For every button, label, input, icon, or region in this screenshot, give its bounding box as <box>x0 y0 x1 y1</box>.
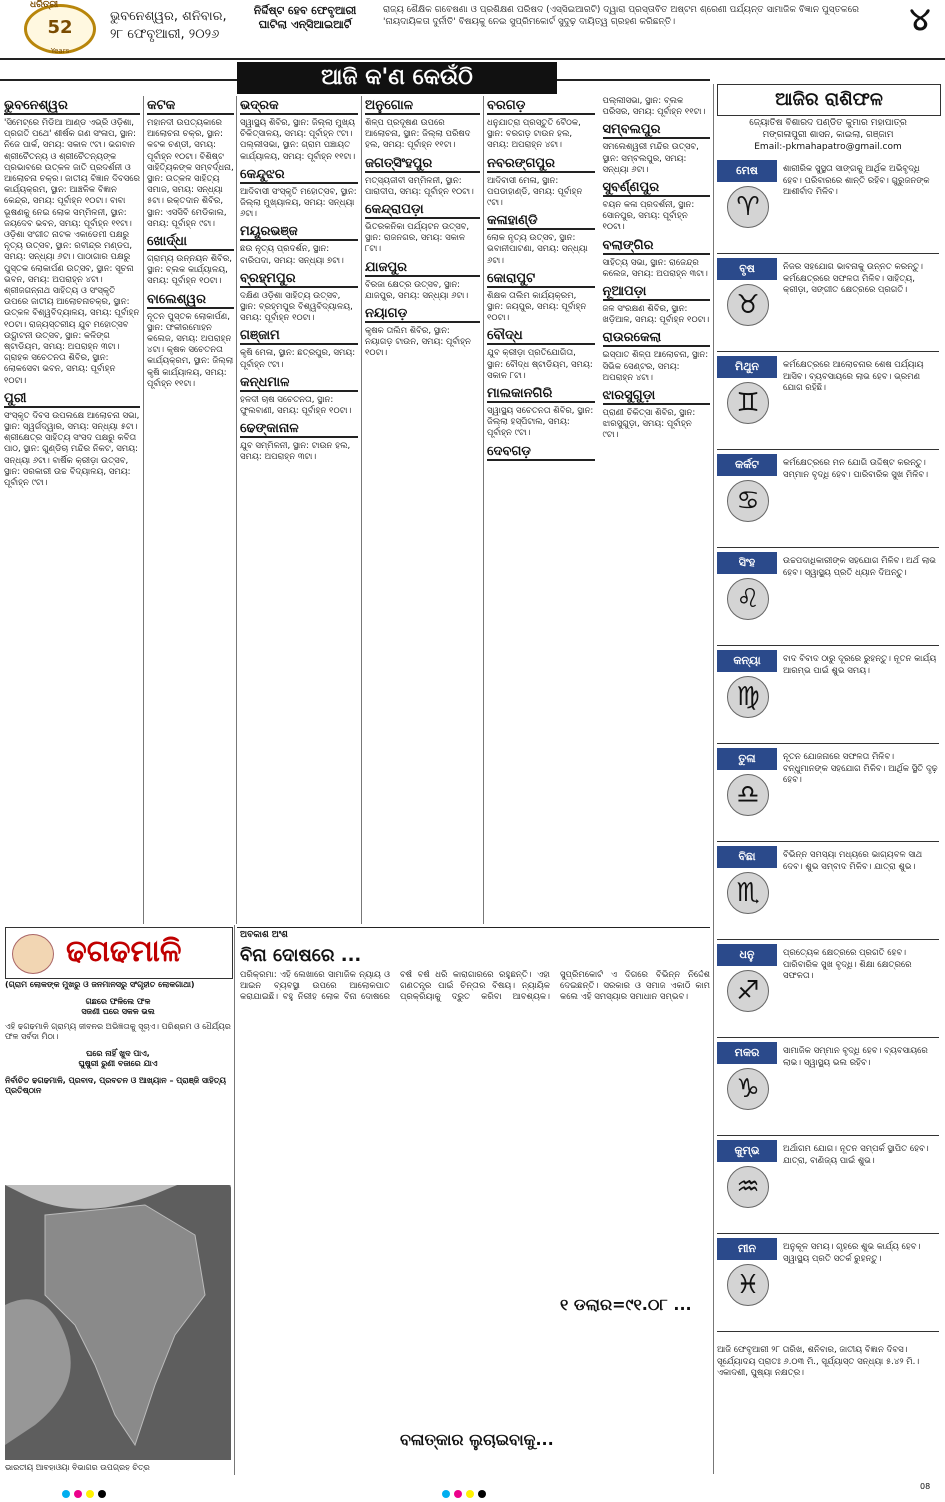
color-registration-marks <box>60 1483 108 1502</box>
zodiac-symbol-icon: ♋ <box>727 480 769 522</box>
section-heading: ଭୁବନେଶ୍ୱର <box>4 98 140 115</box>
zodiac-entry <box>717 160 939 254</box>
dhagadhamali-title: ଢଗଢମାଳି <box>66 934 182 969</box>
section-heading: ଖୋର୍ଦ୍ଧା <box>147 234 234 251</box>
event-listing: ନୂତନ ପୁସ୍ତକ ଲୋକାର୍ପଣ, ସ୍ଥାନ: ଫକୀରମୋହନ କଲେଜ, ସମୟ: ଅପରାହ୍ନ ୪ଟା। କୃଷକ ସଚେତନତା କାର୍ଯ୍ୟକ୍ରମ, ସ୍ଥାନ: ଜିଲ୍ଲା କୃଷି କାର୍ଯ୍ୟାଳୟ, ସମୟ: ପୂର୍ବାହ୍ନ ୧୧ଟା। <box>147 311 234 389</box>
event-listing: ଶିକ୍ଷକ ତାଲିମ କାର୍ଯ୍ୟକ୍ରମ, ସ୍ଥାନ: ଜୟପୁର, ସମୟ: ପୂର୍ବାହ୍ନ ୧୦ଟା। <box>487 290 587 324</box>
zodiac-entry <box>717 258 939 352</box>
event-listing: ଭିତରକନିକା ପର୍ଯ୍ୟଟନ ଉତ୍ସବ, ସ୍ଥାନ: ରାଜନଗର, ସମୟ: ସକାଳ ୮ଟା। <box>365 222 470 255</box>
column-4 <box>365 96 480 924</box>
section-banner: ଆଜି କ'ଣ କେଉଁଠି <box>237 62 557 94</box>
article-title: ବିନା ଦୋଷରେ ... <box>240 945 362 966</box>
section-heading: କୋରାପୁଟ <box>487 271 595 288</box>
zodiac-entry <box>717 1042 939 1136</box>
zodiac-symbol-icon: ♊ <box>727 382 769 424</box>
event-listing: ବିରଜା କ୍ଷେତ୍ର ଉତ୍ସବ, ସ୍ଥାନ: ଯାଜପୁର, ସମୟ: ସନ୍ଧ୍ୟା ୬ଟା। <box>365 279 469 301</box>
zodiac-prediction: ବାଦ ବିବାଦ ଠାରୁ ଦୂରରେ ରୁହନ୍ତୁ। ନୂତନ କାର୍ଯ୍ୟ ଆରମ୍ଭ ପାଇଁ ଶୁଭ ସମୟ। <box>783 654 937 676</box>
article-kicker: ଅବକାଶ ଅଂଶ <box>240 930 288 940</box>
zodiac-prediction: ସାମାଜିକ ସମ୍ମାନ ବୃଦ୍ଧି ହେବ। ବ୍ୟବସାୟରେ ଲାଭ। ସ୍ୱାସ୍ଥ୍ୟ ଭଲ ରହିବ। <box>783 1046 928 1068</box>
color-registration-marks <box>440 1483 488 1502</box>
section-heading: ବୌଦ୍ଧ <box>487 328 595 345</box>
section-heading: ଢେଙ୍କାନାଳ <box>240 421 358 438</box>
section-heading: ସୁବର୍ଣ୍ଣପୁର <box>603 180 711 197</box>
zodiac-entry <box>717 748 939 842</box>
zodiac-prediction: ଅନୁକୂଳ ସମୟ। ଗୃହରେ ଶୁଭ କାର୍ଯ୍ୟ ହେବ। ସ୍ୱାସ୍ଥ୍ୟ ପ୍ରତି ସତର୍କ ରୁହନ୍ତୁ। <box>783 1242 921 1264</box>
zodiac-prediction: ପ୍ରତ୍ୟେକ କ୍ଷେତ୍ରରେ ପ୍ରଗତି ହେବ। ପାରିବାରିକ ସୁଖ ବୃଦ୍ଧି। ଶିକ୍ଷା କ୍ଷେତ୍ରରେ ସଫଳତା। <box>783 948 912 981</box>
article-body <box>240 970 710 1290</box>
zodiac-name: ମେଷ <box>717 160 777 182</box>
zodiac-symbol-icon: ♏ <box>727 872 769 914</box>
column-3 <box>240 96 358 924</box>
dhagadhamali-header <box>5 927 233 979</box>
dhagadhamali-credit: ନିର୍ବାଚିତ ଢଗଢମାଳି, ପ୍ରବାଦ, ପ୍ରବଚନ ଓ ଆଖ୍ୟାନ – ପ୍ରାଞ୍ଜି ସାହିତ୍ୟ ପ୍ରତିଷ୍ଠାନ <box>5 1075 226 1095</box>
zodiac-divider <box>717 449 939 450</box>
verse-line: ଗଛରେ ଫଳିଲେ ଫଳ <box>85 996 151 1006</box>
zodiac-prediction: କର୍ମକ୍ଷେତ୍ରରେ ମନ ଯୋଗି ଉଦ୍ଦିଷ୍ଟ କରନ୍ତୁ। ସମ୍ମାନ ବୃଦ୍ଧି ହେବ। ପାରିବାରିକ ସୁଖ ମିଳିବ। <box>783 458 929 480</box>
event-listing: ସଂସ୍କୃତ ଦିବସ ଉପଲକ୍ଷେ ଆଲୋଚନା ସଭା, ସ୍ଥାନ: ସ୍ୱର୍ଗଦ୍ୱାର, ସମୟ: ସନ୍ଧ୍ୟା ୫ଟା। ଶ୍ରୀକ୍ଷେତ୍ର ସାହିତ୍ୟ ସଂସଦ ପକ୍ଷରୁ କବିତା ପାଠ, ସ୍ଥାନ: ଗୁଣ୍ଡିଚା ମନ୍ଦିର ନିକଟ, ସମୟ: ସନ୍ଧ୍ୟା ୬ଟା। ବାର୍ଷିକ କ୍ରୀଡ଼ା ଉତ୍ସବ, ସ୍ଥାନ: ସରକାରୀ ଉଚ୍ଚ ବିଦ୍ୟାଳୟ, ସମୟ: ପୂର୍ବାହ୍ନ ୯ଟା। <box>4 410 140 489</box>
article-subheading: ବଳାତ୍କାର ଲୁଚାଇବାକୁ... <box>400 1430 554 1449</box>
zodiac-symbol-icon: ♎ <box>727 774 769 816</box>
section-heading: କନ୍ଧମାଳ <box>240 375 358 392</box>
zodiac-entry <box>717 944 939 1038</box>
zodiac-name: କନ୍ୟା <box>717 650 777 672</box>
section-heading: ରାଉରକେଲା <box>603 330 711 347</box>
astrologer-address: ମଙ୍ଗଳାପୁରୀ ଶାସନ, କାଇଲା, ଗଞ୍ଜାମ <box>762 130 894 140</box>
zodiac-divider <box>717 939 939 940</box>
event-listing: ଆଦିବାସୀ ମେଳା, ସ୍ଥାନ: ପପଡାହାଣ୍ଡି, ସମୟ: ପୂର୍ବାହ୍ନ ୯ଟା। <box>487 175 583 209</box>
event-listing: ଇସ୍ପାତ ଶିଳ୍ପ ଆଲୋଚନା, ସ୍ଥାନ: ସିଭିକ ସେଣ୍ଟର, ସମୟ: ଅପରାହ୍ନ ୪ଟା। <box>602 350 709 383</box>
event-listing: ଦକ୍ଷିଣ ଓଡ଼ିଶା ସାହିତ୍ୟ ଉତ୍ସବ, ସ୍ଥାନ: ବ୍ରହ୍ମପୁର ବିଶ୍ୱବିଦ୍ୟାଳୟ, ସମୟ: ପୂର୍ବାହ୍ନ ୧୦ଟା। <box>240 290 353 324</box>
section-heading: ବରଗଡ଼ <box>487 98 595 115</box>
event-listing: ହଳଦୀ ଚାଷ ସଚେତନତା, ସ୍ଥାନ: ଫୁଲବାଣୀ, ସମୟ: ପୂର୍ବାହ୍ନ ୧୦ଟା। <box>240 394 352 417</box>
logo-number: 52 <box>47 17 73 38</box>
zodiac-prediction: ଅର୍ଥାଗମ ଯୋଗ। ନୂତନ ସମ୍ପର୍କ ସ୍ଥାପିତ ହେବ। ଯାତ୍ରା, ବାଣିଜ୍ୟ ପାଇଁ ଶୁଭ। <box>783 1144 929 1166</box>
satellite-caption: ଭାରତୀୟ ଆବହାଓୟା ବିଭାଗର ଉପଗ୍ରହ ଚିତ୍ର <box>5 1463 150 1472</box>
event-listing: ଶିଳ୍ପ ପ୍ରଦୂଷଣ ଉପରେ ଆଲୋଚନା, ସ୍ଥାନ: ଜିଲ୍ଲା ପରିଷଦ ହଲ, ସମୟ: ପୂର୍ବାହ୍ନ ୧୧ଟା। <box>365 118 471 151</box>
header-news: ରାଜ୍ୟ ଶୈକ୍ଷିକ ଗବେଷଣା ଓ ପ୍ରଶିକ୍ଷଣ ପରିଷଦ (ଏସ୍ସିଇଆରଟି) ଦ୍ୱାରା ପ୍ରସ୍ତାବିତ ଅଷ୍ଟମ ଶ୍ରେଣୀ ପର୍ଯ୍ୟନ୍ତ ସାମାଜିକ ବିଜ୍ଞାନ ପୁସ୍ତକରେ 'ନାୟଦାୟିକତା ଦୁର୍ନୀତି' ବିଷୟକୁ ନେଇ ସୁପ୍ରିମକୋର୍ଟ ସୁଦୁଢ଼ ଦାୟିତ୍ୱ ଗ୍ରହଣ କରିଛନ୍ତି। <box>383 5 859 27</box>
dateline-place: ଭୁବନେଶ୍ୱର, ଶନିବାର, <box>110 9 227 24</box>
event-listing: ପଲ୍ଲୀସଭା, ସ୍ଥାନ: ବ୍ଲକ ପରିସର, ସମୟ: ପୂର୍ବାହ୍ନ ୧୧ଟା। <box>602 96 706 118</box>
column-2 <box>147 96 234 924</box>
zodiac-symbol-icon: ♓ <box>727 1264 769 1306</box>
zodiac-divider <box>717 743 939 744</box>
section-heading: ବଲାଙ୍ଗିର <box>603 238 711 255</box>
zodiac-divider <box>717 1331 939 1332</box>
dateline <box>110 8 227 44</box>
event-listing: ମହାନଦୀ ଉପତ୍ୟକାରେ ଆଲୋଚନା ଚକ୍ର, ସ୍ଥାନ: କଟକ ଚଣ୍ଡୀ, ସମୟ: ପୂର୍ବାହ୍ନ ୧୦ଟା। ବିଶିଷ୍ଟ ସାହିତ୍ୟିକଙ୍କ ସମ୍ବର୍ଦ୍ଧନା, ସ୍ଥାନ: ଉତ୍କଳ ସାହିତ୍ୟ ସମାଜ, ସମୟ: ସନ୍ଧ୍ୟା ୫ଟା। ରକ୍ତଦାନ ଶିବିର, ସ୍ଥାନ: ଏସସିବି ମେଡିକାଲ, ସମୟ: ପୂର୍ବାହ୍ନ ୯ଟା। <box>147 118 234 229</box>
section-heading: ମୟୂରଭଞ୍ଜ <box>240 224 358 241</box>
zodiac-symbol-icon: ♐ <box>727 970 769 1012</box>
zodiac-divider <box>717 1233 939 1234</box>
zodiac-prediction: ଶାରୀରିକ ସୁସ୍ଥତା ସାଙ୍ଗକୁ ଆର୍ଥିକ ଅଭିବୃଦ୍ଧି ହେବ। ପରିବାରରେ ଶାନ୍ତି ରହିବ। ଗୁରୁଜନଙ୍କ ଆଶୀର୍ବାଦ ମିଳିବ। <box>783 164 930 197</box>
header-teaser: ନିର୍ଦ୍ଦିଷ୍ଟ ହେବ ଫେବୃଆରୀ ଘାଟିଲା ଏନ୍ସିଆଇଆର୍ଟି <box>253 4 357 31</box>
section-heading: ଦେବଗଡ଼ <box>487 444 595 461</box>
zodiac-name: ମୀନ <box>717 1238 777 1260</box>
zodiac-entry <box>717 454 939 548</box>
section-heading: ନୂଆପଡ଼ା <box>603 284 711 301</box>
zodiac-symbol-icon: ♌ <box>727 578 769 620</box>
zodiac-divider <box>717 841 939 842</box>
panchanga: ଆଜି ଫେବୃଆରୀ ୨୮ ତାରିଖ, ଶନିବାର, ଜାତୀୟ ବିଜ୍ଞାନ ଦିବସ। ସୂର୍ଯ୍ୟୋଦୟ ପ୍ରାତଃ ୬.୦୩ ମି., ସୂର୍ଯ୍ୟାସ୍ତ ସନ୍ଧ୍ୟା ୫.୪୨ ମି.। ଏକାଦଶୀ, ପୁଷ୍ୟା ନକ୍ଷତ୍ର। <box>717 1345 920 1378</box>
zodiac-prediction: ବିଭିନ୍ନ ସମସ୍ୟା ମଧ୍ୟରେ ଭାଗ୍ୟବଳ ସାଥ ଦେବ। ଶୁଭ ସମ୍ବାଦ ମିଳିବ। ଯାତ୍ରା ଶୁଭ। <box>783 850 923 872</box>
page-code: 08 <box>920 1482 931 1491</box>
zodiac-symbol-icon: ♒ <box>727 1166 769 1208</box>
zodiac-symbol-icon: ♍ <box>727 676 769 718</box>
article-rule <box>237 927 710 928</box>
dhagadhamali-body <box>5 980 231 1097</box>
zodiac-name: ମକର <box>717 1042 777 1064</box>
article-paragraph: ପରିକ୍ରମା: ଏହି ଲେଖାରେ ସାମାଜିକ ନ୍ୟାୟ ଓ ଆଇନ ବ୍ୟବସ୍ଥା ଉପରେ ଆଲୋକପାତ କରାଯାଇଛି। ବହୁ ନିରୀହ ଲୋକ ବିନା ଦୋଷରେ ବର୍ଷ ବର୍ଷ ଧରି କାରାଗାରରେ ରହୁଛନ୍ତି। ଏହା ଗଣତନ୍ତ୍ର ପାଇଁ ଚିନ୍ତାର ବିଷୟ। ନ୍ୟାୟିକ ପ୍ରକ୍ରିୟାକୁ ଦ୍ରୁତ କରିବା ଆବଶ୍ୟକ। ସୁପ୍ରିମକୋର୍ଟ ଏ ଦିଗରେ ବିଭିନ୍ନ ନିର୍ଦ୍ଦେଶ ଦେଇଛନ୍ତି। ସରକାର ଓ ସମାଜ ଏକାଠି କାମ କଲେ ଏହି ସମସ୍ୟାର ସମାଧାନ ସମ୍ଭବ। <box>240 970 710 1003</box>
zodiac-symbol-icon: ♑ <box>727 1068 769 1110</box>
event-listing: 'ସିମେଟ୍ରେ ମିଡିଆ ଆଣ୍ଡ ଏଭ୍ରି ଓଡ଼ିଶା, ପ୍ରଗତି ପଥେ' ଶୀର୍ଷକ ଗଣ ସଂଳାପ, ସ୍ଥାନ: ନିଜେ ପାର୍କ, ସମୟ: ସକାଳ ୯ଟା। ଭଗବାନ ଶ୍ରୀଚୈତନ୍ୟ ଓ ଶ୍ରୀଚୈତନ୍ୟଙ୍କ ପ୍ରଭାବରେ ଉତ୍କଳ ଜାତି ପ୍ରଦର୍ଶନୀ ଓ ଆଲୋଚନା ଚକ୍ର। ଜାତୀୟ ବିଜ୍ଞାନ ଦିବସରେ କାର୍ଯ୍ୟକ୍ରମ, ସ୍ଥାନ: ଆଞ୍ଚଳିକ ବିଜ୍ଞାନ କେନ୍ଦ୍ର, ସମୟ: ପୂର୍ବାହ୍ନ ୧୦ଟା। ବାବା ଭୂଷଣକୁ ନେଇ ଲୋକ ସମ୍ମିଳନୀ, ସ୍ଥାନ: ଜୟଦେବ ଭବନ, ସମୟ: ପୂର୍ବାହ୍ନ ୧୧ଟା। ଓଡ଼ିଶା ସଂଗୀତ ନାଟକ ଏକାଡେମୀ ପକ୍ଷରୁ ନୃତ୍ୟ ଉତ୍ସବ, ସ୍ଥାନ: ରବୀନ୍ଦ୍ର ମଣ୍ଡପ, ସମୟ: ସନ୍ଧ୍ୟା ୬ଟା। ପାଠାଗାର ପକ୍ଷରୁ ପୁସ୍ତକ ଲୋକାର୍ପଣ ଉତ୍ସବ, ସ୍ଥାନ: ସୂଚନା ଭବନ, ସମୟ: ଅପରାହ୍ନ ୪ଟା। ଶ୍ରୀଜଗନ୍ନାଥ ସାହିତ୍ୟ ଓ ସଂସ୍କୃତି ଉପରେ ଜାତୀୟ ଆଲୋଚନାଚକ୍ର, ସ୍ଥାନ: ଉତ୍କଳ ବିଶ୍ୱବିଦ୍ୟାଳୟ, ସମୟ: ପୂର୍ବାହ୍ନ ୧୦ଟା। ରାଜ୍ୟସ୍ତରୀୟ ଯୁବ ମହୋତ୍ସବ ଉଦ୍ଘାଟନୀ ଉତ୍ସବ, ସ୍ଥାନ: କଳିଙ୍ଗ ଷ୍ଟାଡିୟମ, ସମୟ: ଅପରାହ୍ନ ୩ଟା। ଗ୍ରାହକ ସଚେତନତା ଶିବିର, ସ୍ଥାନ: ଲୋକସେବା ଭବନ, ସମୟ: ପୂର୍ବାହ୍ନ ୧୦ଟା। <box>4 118 140 386</box>
column-divider <box>361 96 362 924</box>
dhagadhamali-subtitle: (ଗ୍ରାମ ଲୋକଙ୍କ ମୁଖରୁ ଓ ଜନମାନସରୁ ସଂଗୃହୀତ ଲୋକଗାଥା) <box>5 980 195 989</box>
section-heading: କଳାହାଣ୍ଡି <box>487 213 595 230</box>
zodiac-name: ବିଛା <box>717 846 777 868</box>
section-heading: ପୁରୀ <box>4 391 140 408</box>
page-number: ୪ <box>909 0 931 38</box>
zodiac-entry <box>717 1238 939 1332</box>
event-listing: ଗ୍ରାମ୍ୟ ଉନ୍ନୟନ ଶିବିର, ସ୍ଥାନ: ବ୍ଲକ କାର୍ଯ୍ୟାଳୟ, ସମୟ: ପୂର୍ବାହ୍ନ ୧୦ଟା। <box>147 254 232 287</box>
section-heading: ବାଲେଶ୍ୱର <box>147 292 234 309</box>
satellite-map-graphic <box>5 1185 231 1460</box>
rashifal-byline <box>717 117 939 153</box>
zodiac-divider <box>717 253 939 254</box>
column-divider <box>483 96 484 924</box>
logo-badge <box>24 4 96 54</box>
astrologer-email: Email:-pkmahapatro@gmail.com <box>754 142 902 152</box>
verse-line: ଘରେ ନାହିଁ ଖୁଦ ପାଏ, <box>86 1048 150 1058</box>
exchange-rate-headline: ୧ ଡଲାର=୯୧.୦୮ ... <box>560 1295 692 1314</box>
logo-years: Years <box>50 47 70 55</box>
zodiac-prediction: କର୍ମକ୍ଷେତ୍ରରେ ଆଲୋଚନାର ଶେଷ ପର୍ଯ୍ୟାୟ ଆସିବ। ବ୍ୟବସାୟରେ ଲାଭ ହେବ। ଭ୍ରମଣ ଯୋଗ ରହିଛି। <box>783 360 924 393</box>
dhagadhamali-text: ଏହି ଢଗଢମାଳି ଗ୍ରାମ୍ୟ ଜୀବନର ଅଭିଜ୍ଞତାକୁ ସୂଚାଏ। ପରିଶ୍ରମ ଓ ଧୈର୍ଯ୍ୟର ଫଳ ସର୍ବଦା ମିଠା। <box>5 1021 231 1041</box>
zodiac-entry <box>717 1140 939 1234</box>
event-listing: ପ୍ରାଣୀ ଚିକିତ୍ସା ଶିବିର, ସ୍ଥାନ: ଝାରସୁଗୁଡ଼ା, ସମୟ: ପୂର୍ବାହ୍ନ ୯ଟା। <box>602 408 696 441</box>
event-listing: ବୟନ କଳା ପ୍ରଦର୍ଶନୀ, ସ୍ଥାନ: ସୋନପୁର, ସମୟ: ପୂର୍ବାହ୍ନ ୧୦ଟା। <box>602 200 695 233</box>
event-listing: ମତ୍ସ୍ୟଜୀବୀ ସମ୍ମିଳନୀ, ସ୍ଥାନ: ପାରାଦୀପ, ସମୟ: ପୂର୍ବାହ୍ନ ୧୦ଟା। <box>365 175 474 197</box>
event-listing: ସ୍ୱାସ୍ଥ୍ୟ ସଚେତନତା ଶିବିର, ସ୍ଥାନ: ଜିଲ୍ଲା ହସ୍ପିଟାଲ, ସମୟ: ପୂର୍ବାହ୍ନ ୯ଟା। <box>487 406 594 439</box>
zodiac-divider <box>717 1135 939 1136</box>
event-listing: ଲୋକ ନୃତ୍ୟ ଉତ୍ସବ, ସ୍ଥାନ: ଭବାନୀପାଟଣା, ସମୟ: ସନ୍ଧ୍ୟା ୬ଟା। <box>487 233 588 266</box>
event-listing: ସାହିତ୍ୟ ସଭା, ସ୍ଥାନ: ରାଜେନ୍ଦ୍ର କଲେଜ, ସମୟ: ଅପରାହ୍ନ ୩ଟା। <box>602 257 708 279</box>
zodiac-prediction: ନୂତନ ଯୋଜନାରେ ସଫଳତା ମିଳିବ। ବନ୍ଧୁମାନଙ୍କ ସହଯୋଗ ମିଳିବ। ଆର୍ଥିକ ସ୍ଥିତି ଦୃଢ଼ ହେବ। <box>783 752 938 785</box>
section-heading: ଯାଜପୁର <box>365 260 480 277</box>
section-heading: ବ୍ରହ୍ମପୁର <box>240 271 358 288</box>
astrologer-name: ଜ୍ୟୋତିଷ ବିଶାରଦ ପଣ୍ଡିତ କୁମାର ମହାପାତ୍ର <box>749 118 907 128</box>
section-heading: ଜଗତ୍‌ସିଂହପୁର <box>365 156 480 173</box>
column-5 <box>487 96 710 924</box>
zodiac-name: କର୍କଟ <box>717 454 777 476</box>
section-heading: କେନ୍ଦୁଝର <box>240 167 358 184</box>
zodiac-name: କୁମ୍ଭ <box>717 1140 777 1162</box>
event-listing: କୃଷି ମେଳା, ସ୍ଥାନ: ଛତ୍ରପୁର, ସମୟ: ପୂର୍ବାହ୍ନ ୯ଟା। <box>240 348 356 370</box>
zodiac-entry <box>717 846 939 940</box>
event-listing: ସମଲେଶ୍ୱରୀ ମନ୍ଦିର ଉତ୍ସବ, ସ୍ଥାନ: ସମ୍ବଲପୁର, ସମୟ: ସନ୍ଧ୍ୟା ୬ଟା। <box>602 142 699 175</box>
zodiac-divider <box>717 645 939 646</box>
print-registration-strip <box>0 1478 945 1498</box>
section-heading: କେନ୍ଦ୍ରାପଡ଼ା <box>365 202 480 219</box>
dateline-date: ୨୮ ଫେବୃଆରୀ, ୨୦୨୬ <box>110 27 220 42</box>
section-heading: ଅନୁଗୋଳ <box>365 98 480 115</box>
zodiac-symbol-icon: ♈ <box>727 186 769 228</box>
event-listing: ଯୁବ କ୍ରୀଡ଼ା ପ୍ରତିଯୋଗିତା, ସ୍ଥାନ: ବୌଦ୍ଧ ଷ୍ଟାଡିୟମ, ସମୟ: ସକାଳ ୮ଟା। <box>487 348 593 381</box>
section-heading: ଭଦ୍ରକ <box>240 98 358 115</box>
cartoon-faces-icon <box>12 934 54 974</box>
column-divider <box>713 84 714 1474</box>
event-listing: ସ୍ୱାସ୍ଥ୍ୟ ଶିବିର, ସ୍ଥାନ: ଜିଲ୍ଲା ମୁଖ୍ୟ ଚିକିତ୍ସାଳୟ, ସମୟ: ପୂର୍ବାହ୍ନ ୯ଟା। ପଲ୍ଲୀସଭା, ସ୍ଥାନ: ଗ୍ରାମ ପଞ୍ଚାୟତ କାର୍ଯ୍ୟାଳୟ, ସମୟ: ପୂର୍ବାହ୍ନ ୧୧ଟା। <box>240 118 356 162</box>
section-heading: ସମ୍ବଲପୁର <box>603 122 711 139</box>
section-heading: ଝାରସୁଗୁଡ଼ା <box>603 388 711 405</box>
event-listing: କୃଷକ ତାଲିମ ଶିବିର, ସ୍ଥାନ: ନୟାଗଡ଼ ଟାଉନ, ସମୟ: ପୂର୍ବାହ୍ନ ୧୦ଟା। <box>365 326 471 359</box>
zodiac-symbol-icon: ♉ <box>727 284 769 326</box>
column-1 <box>4 96 140 924</box>
satellite-image <box>5 1185 231 1460</box>
event-listing: ଆଦିବାସୀ ସଂସ୍କୃତି ମହୋତ୍ସବ, ସ୍ଥାନ: ଜିଲ୍ଲା ମୁଖ୍ୟାଳୟ, ସମୟ: ସନ୍ଧ୍ୟା ୬ଟା। <box>240 186 357 220</box>
zodiac-name: ବୃଷ <box>717 258 777 280</box>
logo-brand: ଧରିତ୍ରୀ <box>30 0 59 10</box>
zodiac-prediction: ନିଜର ସହଯୋଗ ଭାବନାକୁ ଉନ୍ନତ କରନ୍ତୁ। କର୍ମକ୍ଷେତ୍ରରେ ସଫଳତା ମିଳିବ। ସାହିତ୍ୟ, କ୍ରୀଡ଼ା, ସଙ୍ଗୀତ କ୍ଷେତ୍ରରେ ପ୍ରଗତି। <box>783 262 923 295</box>
event-listing: ଧନୁଯାତ୍ରା ପ୍ରସ୍ତୁତି ବୈଠକ, ସ୍ଥାନ: ବରଗଡ଼ ଟାଉନ ହଲ, ସମୟ: ଅପରାହ୍ନ ୪ଟା। <box>487 118 581 151</box>
zodiac-entry <box>717 356 939 450</box>
zodiac-entry <box>717 552 939 646</box>
zodiac-entry <box>717 650 939 744</box>
zodiac-name: ଧନୁ <box>717 944 777 966</box>
zodiac-name: ମିଥୁନ <box>717 356 777 378</box>
zodiac-prediction: ଉଚ୍ଚପଦାଧିକାରୀଙ୍କ ସହଯୋଗ ମିଳିବ। ଅର୍ଥ ଲାଭ ହେବ। ସ୍ୱାସ୍ଥ୍ୟ ପ୍ରତି ଧ୍ୟାନ ଦିଅନ୍ତୁ। <box>783 556 936 578</box>
zodiac-divider <box>717 547 939 548</box>
zodiac-divider <box>717 351 939 352</box>
section-heading: ନୟାଗଡ଼ <box>365 306 480 323</box>
section-heading: ନବରଙ୍ଗପୁର <box>487 156 595 173</box>
section-heading: ଗଞ୍ଜାମ <box>240 328 358 345</box>
event-listing: ଛଉ ନୃତ୍ୟ ପ୍ରଦର୍ଶନ, ସ୍ଥାନ: ବାରିପଦା, ସମୟ: ସନ୍ଧ୍ୟା ୭ଟା। <box>240 244 344 266</box>
section-heading: କଟକ <box>147 98 234 115</box>
verse-line: ଘୁଷୁରୀ ରୁଣୀ ବଜାରେ ଯାଏ <box>78 1059 158 1068</box>
event-listing: ଜଳ ସଂରକ୍ଷଣ ଶିବିର, ସ୍ଥାନ: ଖଡ଼ିଆଳ, ସମୟ: ପୂର୍ବାହ୍ନ ୧୦ଟା। <box>602 304 710 326</box>
column-divider <box>143 96 144 924</box>
zodiac-name: ସିଂହ <box>717 552 777 574</box>
zodiac-name: ତୁଳା <box>717 748 777 770</box>
column-divider <box>234 925 235 1475</box>
column-divider <box>236 96 237 924</box>
zodiac-divider <box>717 1037 939 1038</box>
event-listing: ଯୁବ ସମ୍ମିଳନୀ, ସ୍ଥାନ: ଟାଉନ ହଲ, ସମୟ: ଅପରାହ୍ନ ୩ଟା। <box>240 441 351 463</box>
section-heading: ମାଲକାନଗିରି <box>487 386 595 403</box>
rashifal-title: ଆଜିର ରାଶିଫଳ <box>717 84 941 116</box>
verse-line: ସଜଣୀ ଘରେ ସକଳ ଭଲ <box>81 1007 155 1016</box>
